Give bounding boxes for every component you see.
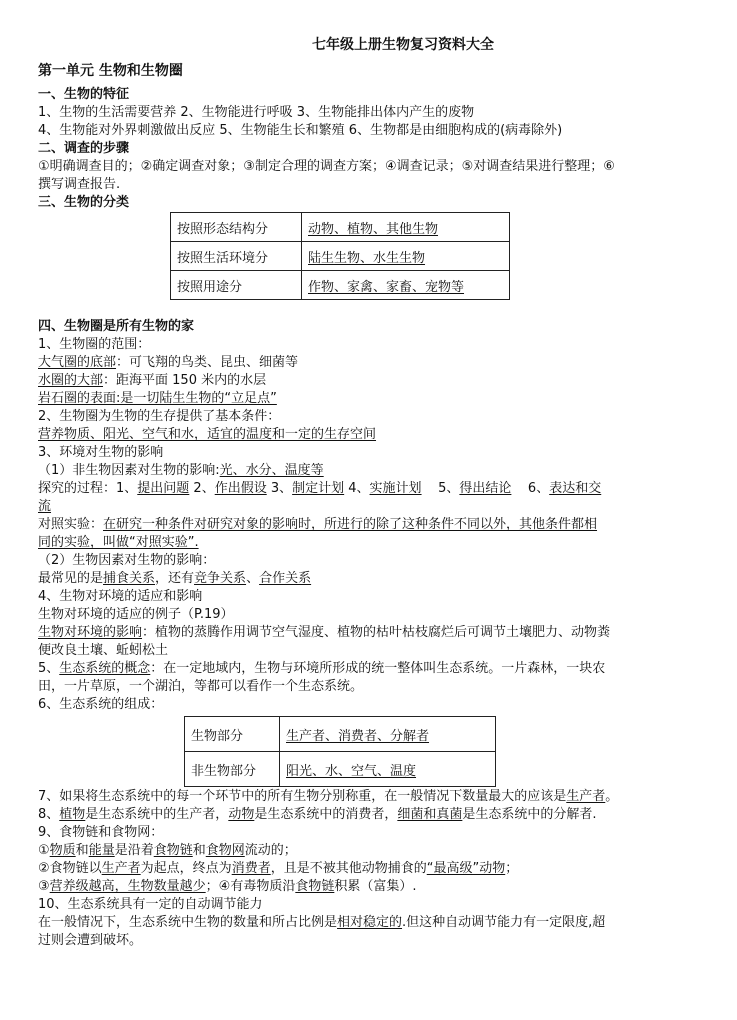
- food-chain-label: 9、食物链和食物网：: [38, 825, 164, 840]
- text-span: 6、: [511, 481, 550, 496]
- text-span: 3、: [266, 481, 293, 496]
- table-key: 非生物部分: [185, 752, 280, 787]
- table-value: 生产者、消费者、分解者: [280, 717, 496, 752]
- features-line-1: 1、生物的生活需要营养 2、生物能进行呼吸 3、生物能排出体内产生的废物: [38, 105, 475, 120]
- underlined-term: 提出问题: [137, 481, 190, 496]
- biotic-label: （2）生物因素对生物的影响：: [38, 553, 216, 568]
- underlined-term: 食物链: [295, 879, 335, 894]
- text-span: 在一般情况下，生态系统中生物的数量和所占比例是: [38, 915, 338, 930]
- text-span: ③: [38, 879, 50, 894]
- text-span: 流动的；: [244, 843, 297, 858]
- text-span: 7、如果将生态系统中的每一个环节中的所有生物分别称重，在一般情况下数量最大的应该是: [38, 789, 567, 804]
- table-row: [171, 271, 510, 300]
- text-span: 最常见的是: [38, 571, 104, 586]
- section-heading-features: 一、生物的特征: [38, 87, 130, 102]
- food-chain-point-3: [38, 878, 416, 896]
- text-span: 对照实验：: [38, 517, 104, 532]
- underlined-term: 实施计划: [369, 481, 422, 496]
- text-span: 、: [246, 571, 260, 586]
- adaptation-example: 生物对环境的适应的例子（P.19）: [38, 607, 234, 622]
- underlined-term: 物质: [49, 843, 76, 858]
- features-line-2: 4、生物能对外界刺激做出反应 5、生物能生长和繁殖 6、生物都是由细胞构成的(病毒除外): [38, 123, 563, 138]
- page-title: 七年级上册生物复习资料大全: [312, 37, 494, 53]
- underlined-term: 生态系统的概念: [59, 661, 151, 676]
- ecosystem-table: [184, 716, 496, 787]
- relations-line: [38, 570, 311, 588]
- food-chain-point-2: [38, 860, 518, 878]
- underlined-term: 表达和交: [549, 481, 602, 496]
- table-value: 陆生生物、水生生物: [302, 242, 510, 271]
- underlined-term: 水圈的大部: [38, 373, 104, 388]
- text-span: 是沿着: [114, 843, 154, 858]
- underlined-term: 在研究一种条件对研究对象的影响时，所进行的除了这种条件不同以外，其他条件都相: [103, 517, 598, 532]
- atmosphere-line: [38, 354, 298, 372]
- text-span: 和: [192, 843, 206, 858]
- underlined-term: 大气圈的底部: [38, 355, 117, 370]
- underlined-term: 合作关系: [259, 571, 312, 586]
- underlined-term: 生物对环境的影响: [38, 625, 143, 640]
- table-value: 作物、家禽、家畜、宠物等: [302, 271, 510, 300]
- underlined-term: 得出结论: [459, 481, 512, 496]
- table-row: [185, 717, 496, 752]
- underlined-term: 营养级越高，生物数量越少: [49, 879, 206, 894]
- ecosystem-concept-line: [38, 660, 605, 678]
- control-experiment-line: [38, 516, 597, 534]
- unit-heading: 第一单元 生物和生物圈: [38, 63, 183, 79]
- text-span: 5、: [38, 661, 60, 676]
- inquiry-process-line-2: 流: [38, 499, 52, 514]
- underlined-term: 光、水分、温度等: [219, 463, 324, 478]
- underlined-term: 能量: [88, 843, 115, 858]
- table-value: 阳光、水、空气、温度: [280, 752, 496, 787]
- table-value: 动物、植物、其他生物: [302, 213, 510, 242]
- inquiry-process-line: [38, 480, 601, 498]
- text-span: 5、: [421, 481, 460, 496]
- table-key: 按照生活环境分: [171, 242, 302, 271]
- conditions-line: 营养物质、阳光、空气和水，适宜的温度和一定的生存空间: [38, 427, 377, 442]
- text-span: ；: [505, 861, 519, 876]
- ecosystem-concept-line-2: 田，一片草原，一个湖泊，等都可以看作一个生态系统。: [38, 679, 364, 694]
- text-span: 是生态系统中的生产者，: [85, 807, 229, 822]
- text-span: 。: [605, 789, 619, 804]
- text-span: 8、: [38, 807, 60, 822]
- conditions-label: 2、生物圈为生物的生存提供了基本条件：: [38, 409, 281, 424]
- section-heading-survey: 二、调查的步骤: [38, 141, 130, 156]
- text-span: ：在一定地域内，生物与环境所形成的统一整体叫生态系统。一片森林，一块农: [150, 661, 606, 676]
- biosphere-range-label: 1、生物圈的范围：: [38, 337, 151, 352]
- regulation-line-2: 过则会遭到破坏。: [38, 933, 143, 948]
- table-key: 生物部分: [185, 717, 280, 752]
- text-span: 和: [75, 843, 89, 858]
- ecosystem-composition-label: 6、生态系统的组成：: [38, 697, 164, 712]
- underlined-term: 捕食关系: [103, 571, 156, 586]
- text-span: ：可飞翔的鸟类、昆虫、细菌等: [116, 355, 299, 370]
- underlined-term: 食物网: [205, 843, 245, 858]
- underlined-term: 动物: [228, 807, 255, 822]
- underlined-term: 生产者: [101, 861, 141, 876]
- environment-effect-label: 3、环境对生物的影响: [38, 445, 164, 460]
- section-heading-classification: 三、生物的分类: [38, 195, 130, 210]
- section-heading-biosphere: 四、生物圈是所有生物的家: [38, 319, 195, 334]
- food-chain-point-1: [38, 842, 297, 860]
- influence-line-2: 便改良土壤、蚯蚓松土: [38, 643, 169, 658]
- underlined-term: 细菌和真菌: [397, 807, 463, 822]
- table-row: [185, 752, 496, 787]
- table-key: 按照用途分: [171, 271, 302, 300]
- text-span: 2、: [189, 481, 215, 496]
- underlined-term: 消费者: [231, 861, 271, 876]
- table-row: [171, 242, 510, 271]
- abiotic-line: [38, 462, 324, 480]
- regulation-label: 10、生态系统具有一定的自动调节能力: [38, 897, 263, 912]
- survey-line-1: ①明确调查目的；②确定调查对象；③制定合理的调查方案；④调查记录；⑤对调查结果进行整理；⑥: [38, 159, 615, 174]
- adaptation-label: 4、生物对环境的适应和影响: [38, 589, 203, 604]
- hydrosphere-line: [38, 372, 266, 390]
- text-span: 积累（富集）.: [334, 879, 417, 894]
- text-span: 4、: [344, 481, 370, 496]
- producer-line: [38, 788, 618, 806]
- underlined-term: 植物: [59, 807, 86, 822]
- text-span: ：植物的蒸腾作用调节空气湿度、植物的枯叶枯枝腐烂后可调节土壤肥力、动物粪: [142, 625, 611, 640]
- text-span: ②食物链以: [38, 861, 102, 876]
- text-span: ①: [38, 843, 50, 858]
- text-span: 是生态系统中的分解者.: [462, 807, 597, 822]
- underlined-term: 相对稳定的: [337, 915, 403, 930]
- underlined-term: 竞争关系: [194, 571, 247, 586]
- text-span: （1）非生物因素对生物的影响:: [38, 463, 220, 478]
- text-span: ；④有毒物质沿: [205, 879, 296, 894]
- text-span: 探究的过程：1、: [38, 481, 138, 496]
- underlined-term: 食物链: [153, 843, 193, 858]
- table-row: [171, 213, 510, 242]
- text-span: ，且是不被其他动物捕食的: [270, 861, 427, 876]
- text-span: 为起点，终点为: [140, 861, 232, 876]
- survey-line-2: 撰写调查报告.: [38, 177, 121, 192]
- text-span: ，还有: [155, 571, 195, 586]
- influence-line: [38, 624, 610, 642]
- table-key: 按照形态结构分: [171, 213, 302, 242]
- underlined-term: 生产者: [566, 789, 606, 804]
- text-span: ：距海平面 150 米内的水层: [103, 373, 267, 388]
- text-span: .但这种自动调节能力有一定限度,超: [402, 915, 606, 930]
- underlined-term: 作出假设: [214, 481, 267, 496]
- text-span: 是生态系统中的消费者，: [254, 807, 398, 822]
- underlined-term: 制定计划: [292, 481, 345, 496]
- regulation-line: [38, 914, 605, 932]
- classification-table: [170, 212, 510, 300]
- underlined-term: “最高级”动物: [426, 861, 506, 876]
- roles-line: [38, 806, 597, 824]
- control-experiment-line-2: 同的实验，叫做“对照实验”.: [38, 535, 199, 550]
- lithosphere-line: 岩石圈的表面:是一切陆生生物的“立足点”: [38, 391, 277, 406]
